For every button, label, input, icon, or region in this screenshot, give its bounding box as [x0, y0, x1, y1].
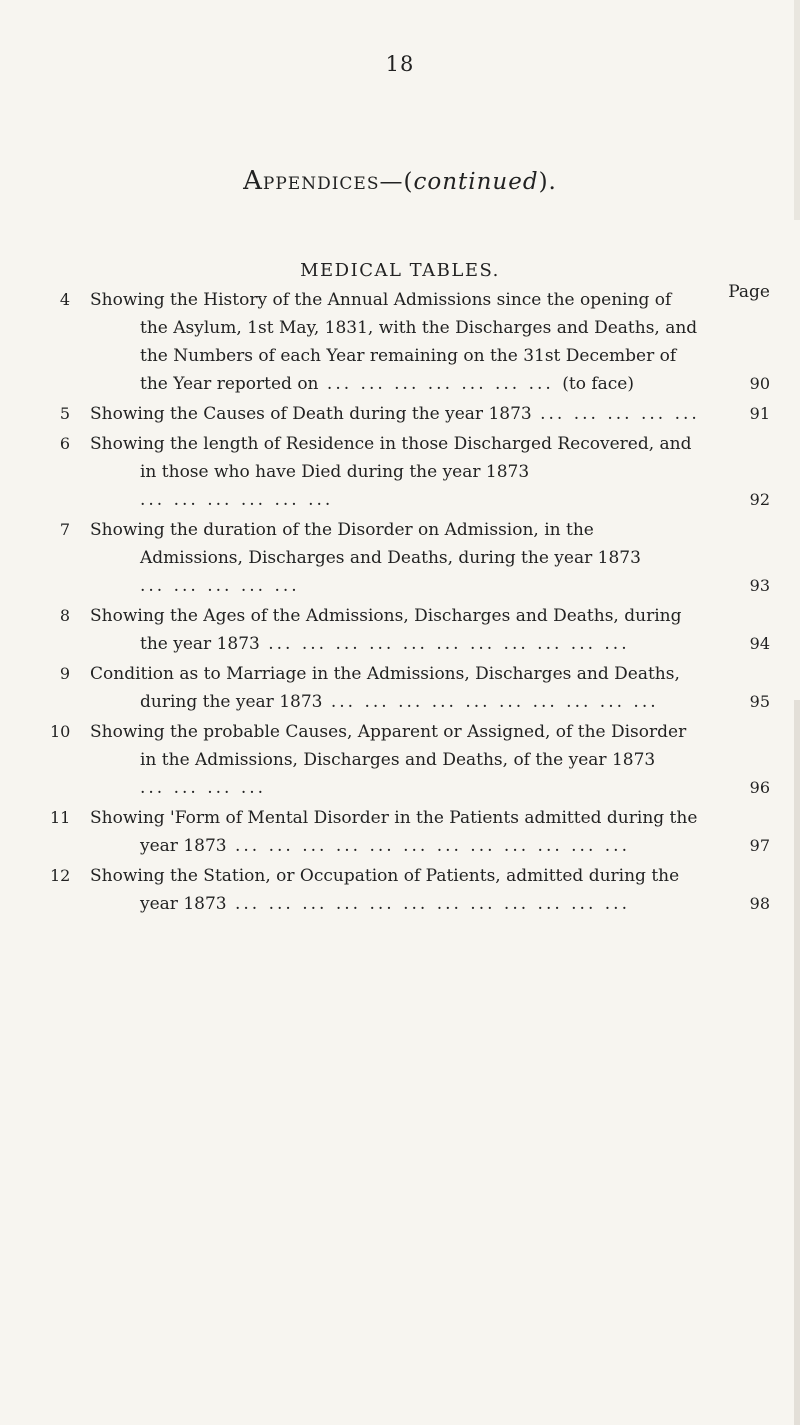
entry-number: 6 — [59, 434, 70, 453]
entry-text-block — [90, 602, 702, 658]
toc-entry — [50, 862, 770, 918]
entry-text: Showing the Station, or Occupation of Patients, admitted during the year 1873 — [90, 866, 680, 914]
entry-text-block — [90, 516, 702, 600]
dot-leader: ... ... ... ... ... ... ... ... ... ... ... ... — [226, 894, 630, 914]
dot-leader: ... ... ... ... ... ... ... ... ... ... — [322, 692, 659, 712]
entry-page: 96 — [749, 778, 770, 797]
entry-text-block — [90, 660, 702, 716]
entry-number: 9 — [59, 664, 70, 683]
entry-page: 93 — [749, 576, 770, 595]
entry-text: Showing the Ages of the Admissions, Discharges and Deaths, during the year 1873 — [90, 606, 682, 654]
entry-page: 98 — [749, 894, 770, 913]
entry-number: 4 — [59, 290, 70, 309]
toc-entry — [50, 602, 770, 658]
subtitle: MEDICAL TABLES. — [300, 260, 500, 281]
toc-entry — [50, 660, 770, 716]
dot-leader: ... ... ... ... ... — [531, 404, 700, 424]
entry-number: 8 — [59, 606, 70, 625]
entry-text-block — [90, 804, 702, 860]
page-edge-shadow-lower — [794, 700, 800, 1425]
entry-text: Showing 'Form of Mental Disorder in the Patients admitted during the year 1873 — [90, 808, 698, 856]
title-suffix: ). — [538, 169, 557, 195]
page-column-label: Page — [728, 282, 770, 302]
toc-entry — [50, 286, 770, 398]
entry-text-block — [90, 286, 702, 398]
entry-page: 92 — [749, 490, 770, 509]
toc-entry — [50, 804, 770, 860]
entry-text-block — [90, 862, 702, 918]
entry-number: 10 — [50, 722, 71, 741]
entry-page: 95 — [749, 692, 770, 711]
entry-text-block — [90, 718, 702, 802]
dot-leader: ... ... ... ... ... ... ... ... ... ... ... ... — [226, 836, 630, 856]
title-continued: continued — [413, 169, 539, 195]
entry-page: 91 — [749, 404, 770, 423]
page-edge-shadow — [794, 0, 800, 220]
entry-text: Showing the History of the Annual Admissions since the opening of the Asylum, 1st May, 1831, with the Discharges and Deaths, and the Numbers of each Year remaining on the 31st December of the Year reported on — [90, 290, 698, 394]
entry-page: 90 — [749, 374, 770, 393]
dot-leader: ... ... ... ... ... ... — [140, 490, 334, 510]
entry-text-block — [90, 400, 702, 428]
title-dash: —( — [379, 169, 414, 195]
table-of-contents — [50, 286, 770, 920]
entry-number: 5 — [59, 404, 70, 423]
entry-suffix: (to face) — [562, 374, 634, 394]
toc-entry — [50, 400, 770, 428]
title-word: ppendices — [262, 167, 380, 195]
entry-text: Showing the duration of the Disorder on Admission, in the Admissions, Discharges and Deaths, during the year 1873 — [90, 520, 641, 568]
entry-number: 11 — [50, 808, 71, 827]
page-number: 18 — [385, 52, 415, 76]
dot-leader: ... ... ... ... ... ... ... ... ... ... ... — [259, 634, 630, 654]
toc-entry — [50, 718, 770, 802]
entry-text: Showing the Causes of Death during the year 1873 — [90, 404, 532, 424]
toc-entry — [50, 516, 770, 600]
entry-number: 12 — [50, 866, 71, 885]
section-title — [0, 166, 800, 196]
entry-page: 97 — [749, 836, 770, 855]
entry-number: 7 — [59, 520, 70, 539]
toc-entry — [50, 430, 770, 514]
title-initial: A — [243, 166, 263, 196]
entry-text: Showing the probable Causes, Apparent or Assigned, of the Disorder in the Admissions, Discharges and Deaths, of the year 1873 — [90, 722, 687, 770]
entry-text: Condition as to Marriage in the Admissions, Discharges and Deaths, during the year 1873 — [90, 664, 680, 712]
dot-leader: ... ... ... ... — [140, 778, 267, 798]
entry-page: 94 — [749, 634, 770, 653]
entry-text: Showing the length of Residence in those Discharged Recovered, and in those who have Died during the year 1873 — [90, 434, 692, 482]
dot-leader: ... ... ... ... ... ... ... — [318, 374, 563, 394]
entry-text-block — [90, 430, 702, 514]
dot-leader: ... ... ... ... ... — [140, 576, 300, 596]
